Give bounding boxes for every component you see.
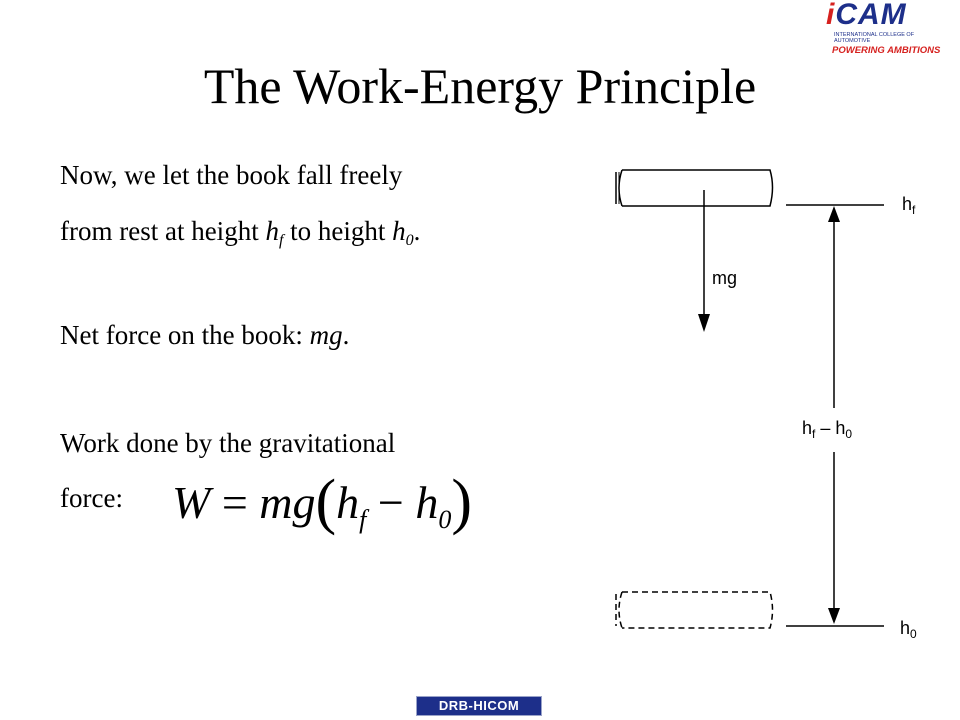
work-formula: $W = mg(h_f - h_0)$ [172,468,473,536]
text-line-1: Now, we let the book fall freely [60,160,403,190]
hf-minus-h0-label: $h_f - h_0$ [802,418,853,441]
text-line-4: Work done by the gravitational [60,428,396,458]
logo-wordmark: iCAM [826,0,907,31]
mg-force-arrow [698,190,710,332]
book-bottom-dashed [616,592,773,628]
height-difference-arrow [828,206,840,624]
logo-line-2: AUTOMOTIVE [834,38,871,44]
logo-line-1: INTERNATIONAL COLLEGE OF [834,32,915,38]
slide-title: The Work-Energy Principle [203,58,757,114]
hf-label: $h_f$ [902,194,916,217]
logo-tagline: POWERING AMBITIONS [832,45,941,56]
h0-label: $h_0$ [900,618,917,641]
mg-label: mg [712,268,738,288]
book-top [616,170,773,206]
text-line-5: force: [60,483,123,513]
drb-hicom-logo: DRB-HICOM [416,696,542,716]
text-line-3: Net force on the book: mg. [60,320,350,350]
text-line-2: from rest at height $h_f$ to height $h_0$. [60,216,421,249]
